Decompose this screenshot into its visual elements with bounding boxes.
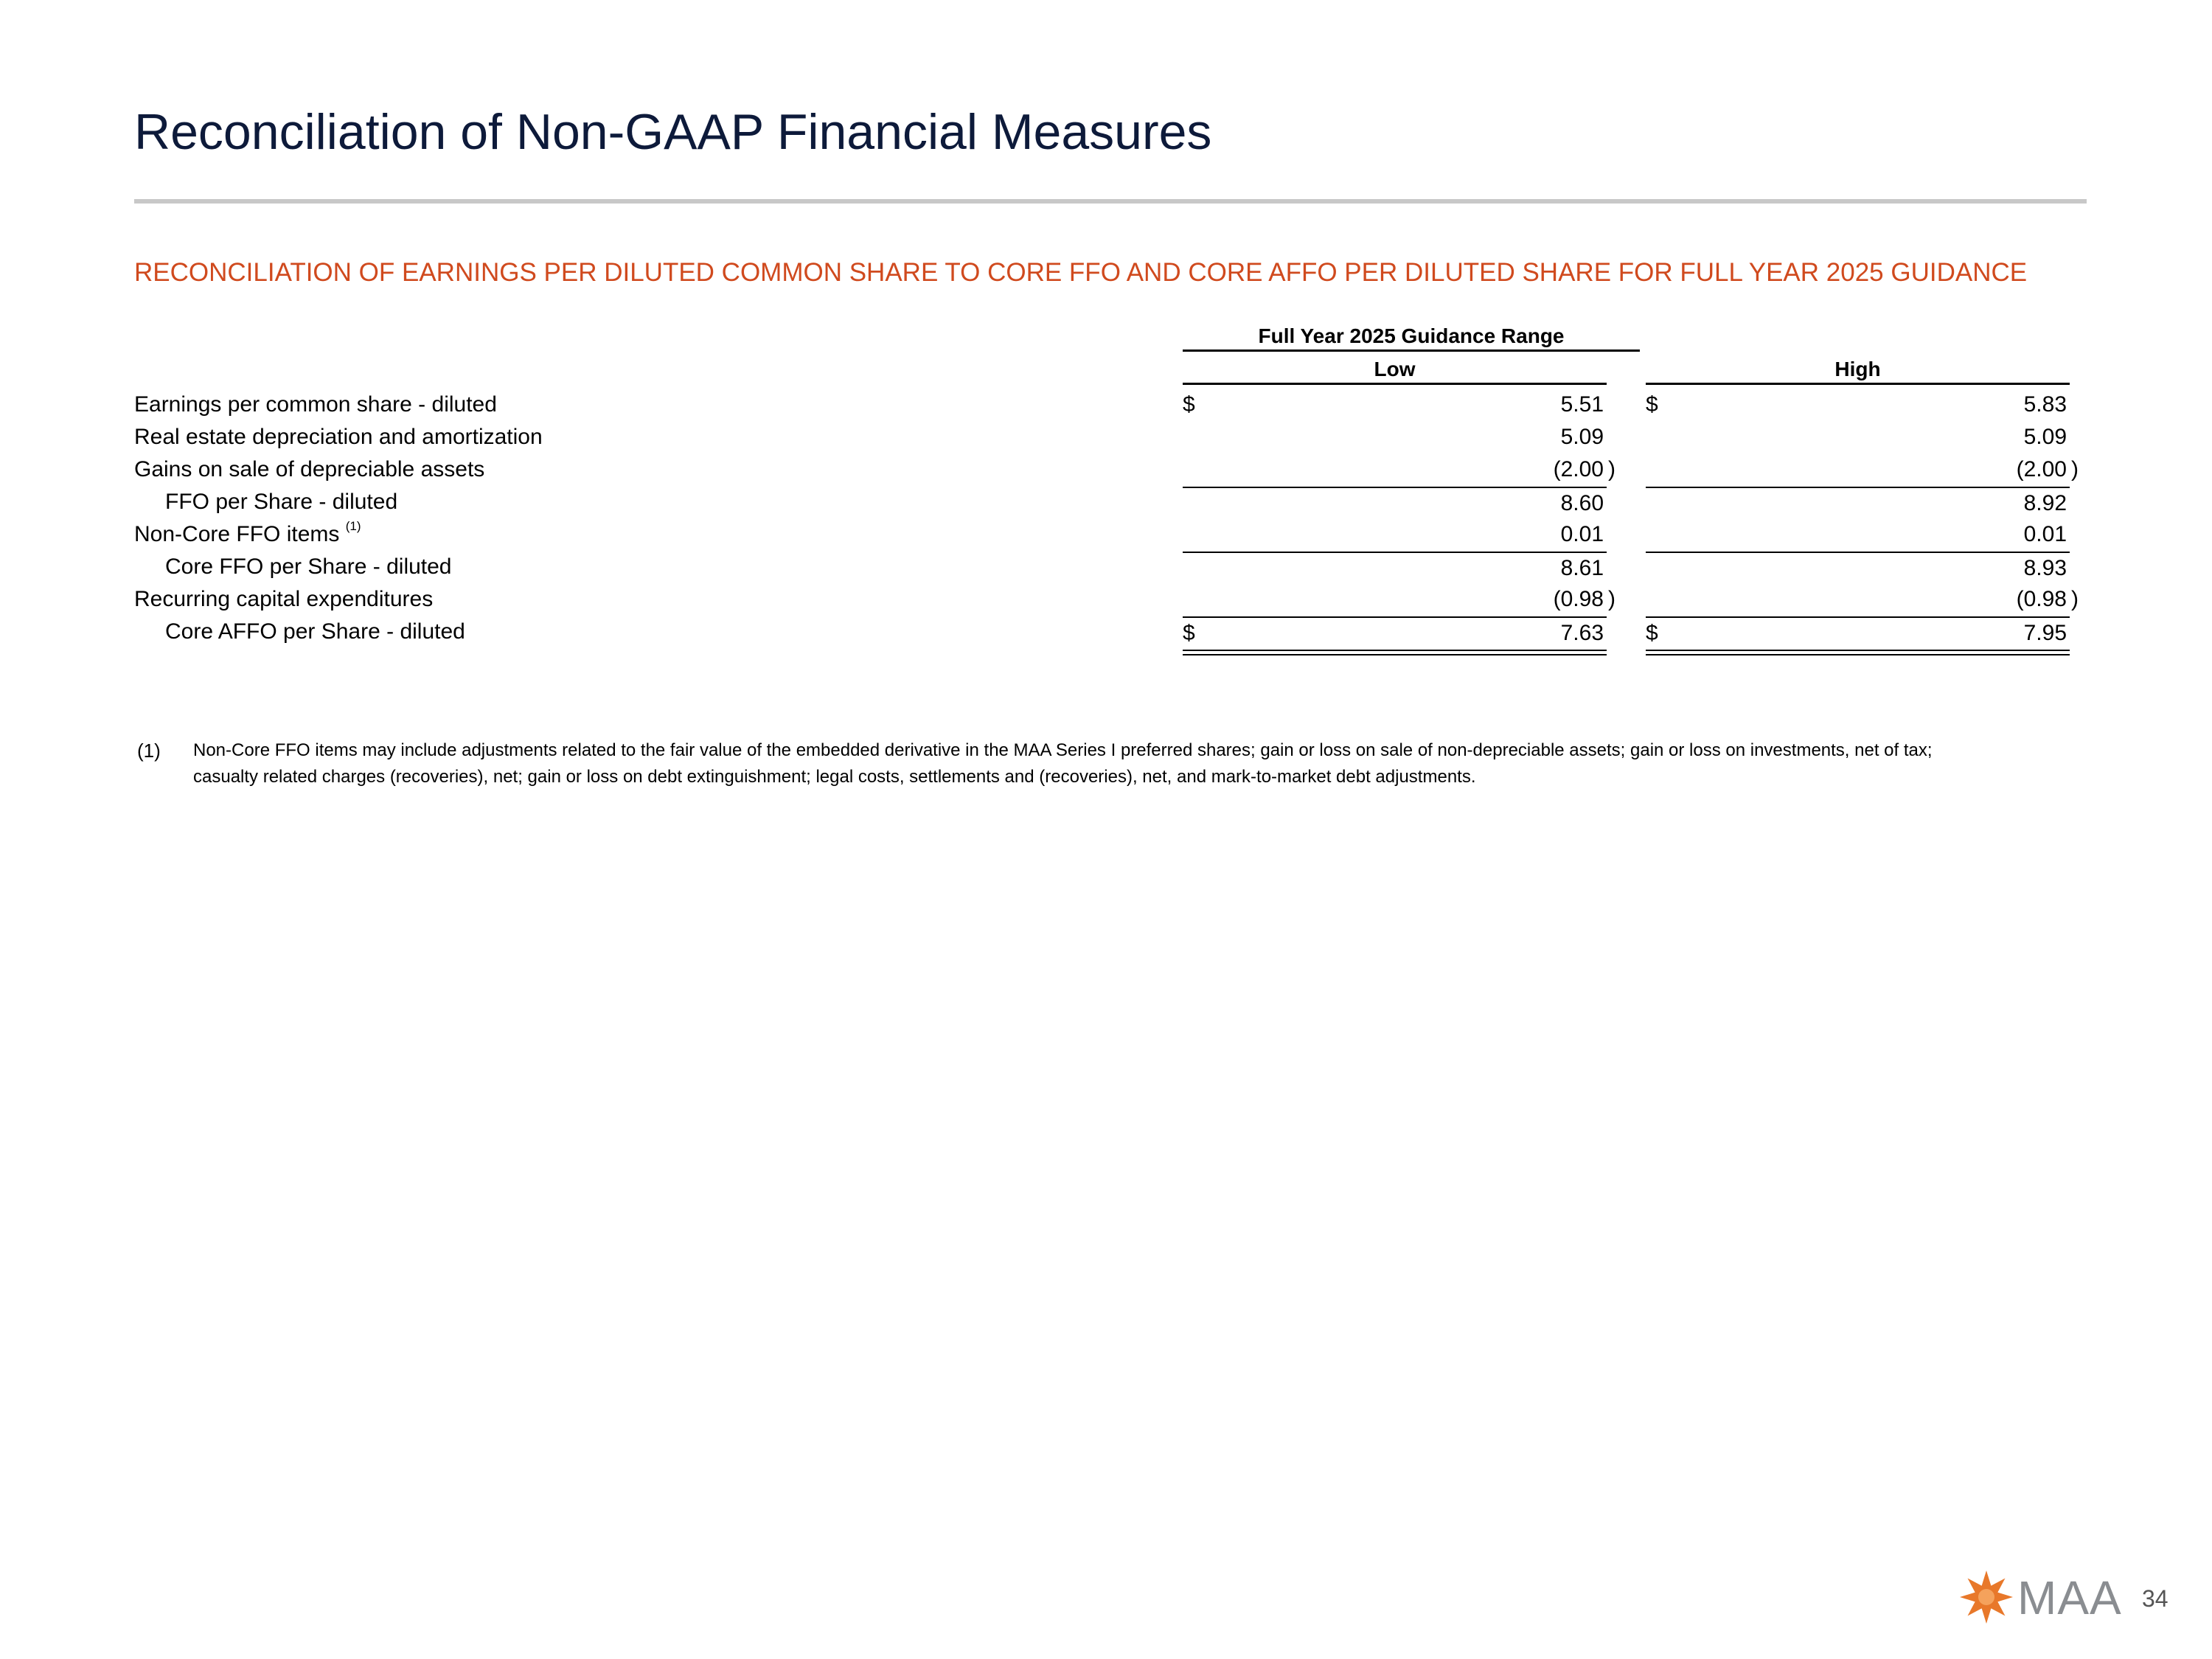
value-high: 8.93 <box>2023 556 2067 580</box>
maa-logo <box>1958 1569 2122 1628</box>
close-paren: ) <box>1608 457 1615 481</box>
cell-high <box>1646 422 2070 453</box>
col-header-high: High <box>1646 358 2070 385</box>
value-low: 5.51 <box>1560 392 1604 417</box>
cell-low <box>1183 584 1615 615</box>
section-subtitle: RECONCILIATION OF EARNINGS PER DILUTED COMMON SHARE TO CORE FFO AND CORE AFFO PER DILUTED SHARE FOR FULL YEAR 2025 GUIDANCE <box>134 258 2028 287</box>
value-high: 5.83 <box>2023 392 2067 417</box>
value-high: 8.92 <box>2023 491 2067 515</box>
reconciliation-table <box>134 0 2079 664</box>
cell-high <box>1646 519 2070 550</box>
close-paren: ) <box>2071 587 2079 611</box>
row-label-text: Non-Core FFO items <box>134 522 340 546</box>
row-label: Earnings per common share - diluted <box>134 392 497 417</box>
value-high: 0.01 <box>2023 522 2067 546</box>
close-paren: ) <box>2071 457 2079 481</box>
page-number: 34 <box>2142 1585 2168 1612</box>
row-label: Real estate depreciation and amortization <box>134 425 543 449</box>
row-label: Recurring capital expenditures <box>134 587 434 611</box>
currency-symbol: $ <box>1646 392 1658 417</box>
row-label <box>134 519 361 547</box>
maa-starburst-icon <box>1958 1569 2014 1625</box>
cell-low <box>1183 389 1607 420</box>
cell-low <box>1183 519 1607 550</box>
currency-symbol: $ <box>1646 621 1658 645</box>
cell-low <box>1183 616 1607 649</box>
value-high: (2.00 <box>2016 457 2067 481</box>
cell-high <box>1646 616 2070 649</box>
row-label: FFO per Share - diluted <box>165 490 398 514</box>
cell-low <box>1183 552 1607 584</box>
cell-high <box>1646 584 2079 615</box>
value-low: 8.60 <box>1560 491 1604 515</box>
cell-low <box>1183 422 1607 453</box>
range-header: Full Year 2025 Guidance Range <box>1183 324 1640 352</box>
value-low: 7.63 <box>1560 621 1604 645</box>
close-paren: ) <box>1608 587 1615 611</box>
value-high: 7.95 <box>2023 621 2067 645</box>
cell-high <box>1646 487 2070 519</box>
col-header-low: Low <box>1183 358 1607 385</box>
value-high: (0.98 <box>2016 587 2067 611</box>
value-low: (0.98 <box>1553 587 1604 611</box>
footnote-text: Non-Core FFO items may include adjustments related to the fair value of the embedded derivative in the MAA Series I preferred shares; gain or loss on sale of non-depreciable assets; gain or loss on investments, net of tax; casualty related charges (recoveries), net; gain or loss on debt extinguishment; legal costs, settlements and (recoveries), net, and mark-to-market debt adjustments. <box>193 740 1933 787</box>
row-label: Core FFO per Share - diluted <box>165 554 452 579</box>
footnote-number: (1) <box>137 740 161 762</box>
currency-symbol: $ <box>1183 392 1195 417</box>
row-label: Gains on sale of depreciable assets <box>134 457 485 481</box>
cell-high <box>1646 552 2070 584</box>
value-low: 8.61 <box>1560 556 1604 580</box>
row-label: Core AFFO per Share - diluted <box>165 619 465 644</box>
currency-symbol: $ <box>1183 621 1195 645</box>
cell-low <box>1183 487 1607 519</box>
cell-high <box>1646 454 2079 485</box>
value-low: 0.01 <box>1560 522 1604 546</box>
page-title: Reconciliation of Non-GAAP Financial Measures <box>134 104 1212 160</box>
value-low: 5.09 <box>1560 425 1604 449</box>
value-high: 5.09 <box>2023 425 2067 449</box>
footnote-ref: (1) <box>345 519 361 533</box>
value-low: (2.00 <box>1553 457 1604 481</box>
cell-high <box>1646 389 2070 420</box>
logo-text: MAA <box>2017 1571 2122 1624</box>
cell-low <box>1183 454 1615 485</box>
